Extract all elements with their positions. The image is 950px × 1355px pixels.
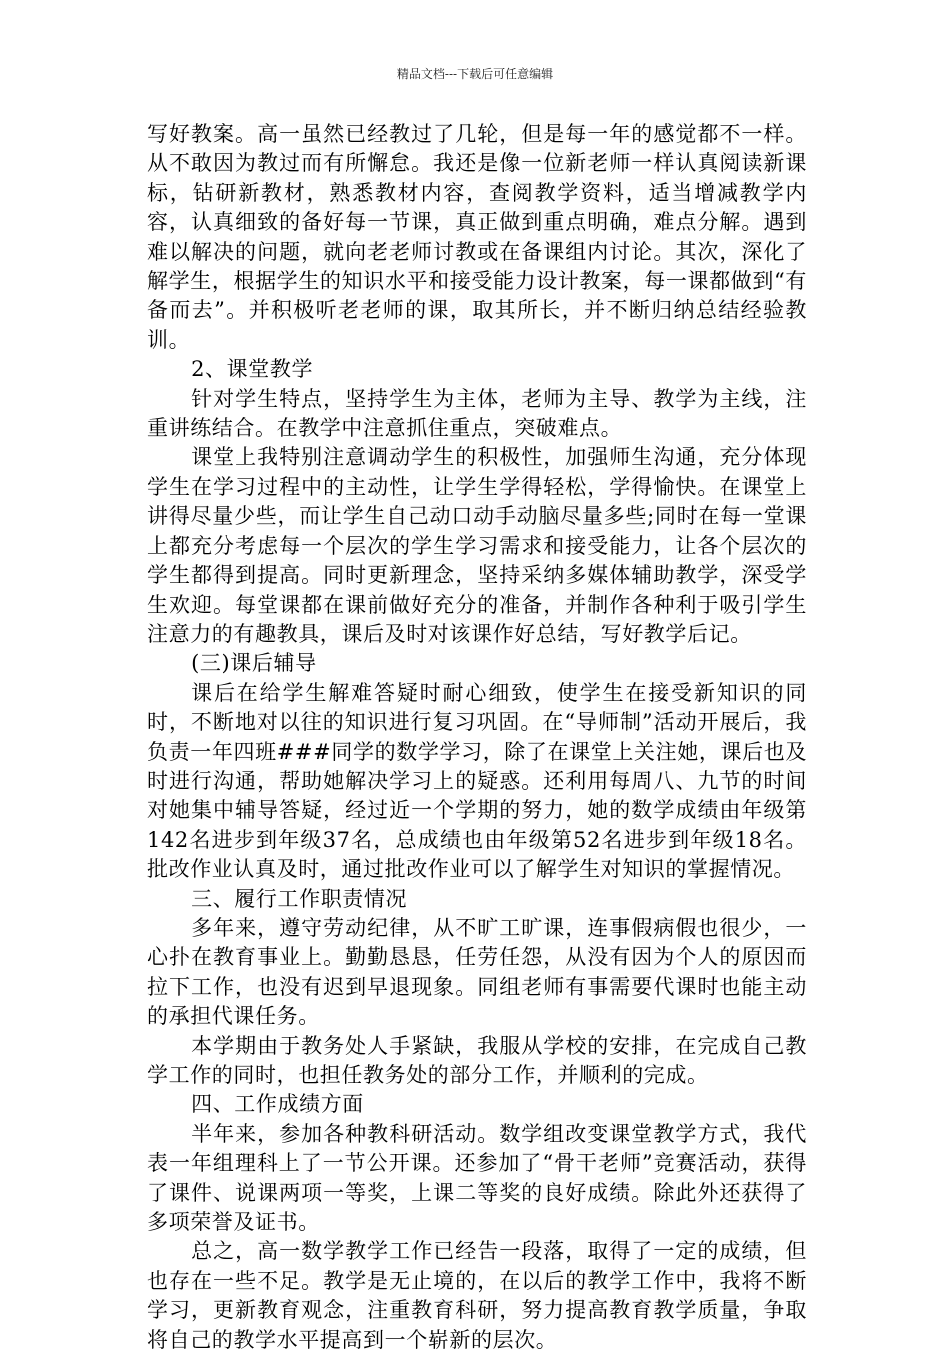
paragraph: 三、履行工作职责情况 xyxy=(191,886,408,911)
paragraph: 2、课堂教学 xyxy=(191,357,314,382)
paragraph: 半年来，参加各种教科研活动。数学组改变课堂教学方式，我代表一年组理科上了一节公开课。还参加了“骨干老师”竞赛活动，获得了课件、说课两项一等奖，上课二等奖的良好成绩。除此外还获得了多项荣誉及证书。 xyxy=(147,1121,807,1235)
paragraph: 总之，高一数学教学工作已经告一段落，取得了一定的成绩，但也存在一些不足。教学是无止境的，在以后的教学工作中，我将不断学习，更新教育观念，注重教育科研，努力提高教育教学质量，争取将自己的教学水平提高到一个崭新的层次。 xyxy=(147,1239,807,1352)
paragraph: 针对学生特点，坚持学生为主体，老师为主导、教学为主线，注重讲练结合。在教学中注意抓住重点，突破难点。 xyxy=(147,386,807,441)
paragraph: 本学期由于教务处人手紧缺，我服从学校的安排，在完成自己教学工作的同时，也担任教务处的部分工作，并顺利的完成。 xyxy=(147,1033,807,1087)
page-header: 精品文档---下载后可任意编辑 xyxy=(396,67,554,81)
paragraph: 课堂上我特别注意调动学生的积极性，加强师生沟通，充分体现学生在学习过程中的主动性，让学生学得轻松，学得愉快。在课堂上讲得尽量少些，而让学生自己动口动手动脑尽量多些;同时在每一堂课上都充分考虑每一个层次的学生学习需求和接受能力，让各个层次的学生都得到提高。同时更新理念，坚持采纳多媒体辅助教学，深受学生欢迎。每堂课都在课前做好充分的准备，并制作各种利于吸引学生注意力的有趣教具，课后及时对该课作好总结，写好教学后记。 xyxy=(147,445,807,646)
paragraph: 课后在给学生解难答疑时耐心细致，使学生在接受新知识的同时，不断地对以往的知识进行复习巩固。在“导师制”活动开展后，我负责一年四班###同学的数学学习，除了在课堂上关注她，课后也及时进行沟通，帮助她解决学习上的疑惑。还利用每周八、九节的时间对她集中辅导答疑，经过近一个学期的努力，她的数学成绩由年级第142名进步到年级37名，总成绩也由年级第52名进步到年级18名。批改作业认真及时，通过批改作业可以了解学生对知识的掌握情况。 xyxy=(147,680,807,882)
paragraph: 四、工作成绩方面 xyxy=(191,1092,364,1117)
paragraph: 多年来，遵守劳动纪律，从不旷工旷课，连事假病假也很少，一心扑在教育事业上。勤勤恳恳，任劳任怨，从没有因为个人的原因而拉下工作，也没有迟到早退现象。同组老师有事需要代课时也能主动的承担代课任务。 xyxy=(147,915,807,1029)
document-body xyxy=(147,120,807,1355)
paragraph: (三)课后辅导 xyxy=(191,651,317,676)
paragraph: 写好教案。高一虽然已经教过了几轮，但是每一年的感觉都不一样。从不敢因为教过而有所懈怠。我还是像一位新老师一样认真阅读新课标，钻研新教材，熟悉教材内容，查阅教学资料，适当增减教学内容，认真细致的备好每一节课，真正做到重点明确，难点分解。遇到难以解决的问题，就向老老师讨教或在备课组内讨论。其次，深化了解学生，根据学生的知识水平和接受能力设计教案，每一课都做到“有备而去”。并积极听老老师的课，取其所长，并不断归纳总结经验教训。 xyxy=(147,122,807,352)
